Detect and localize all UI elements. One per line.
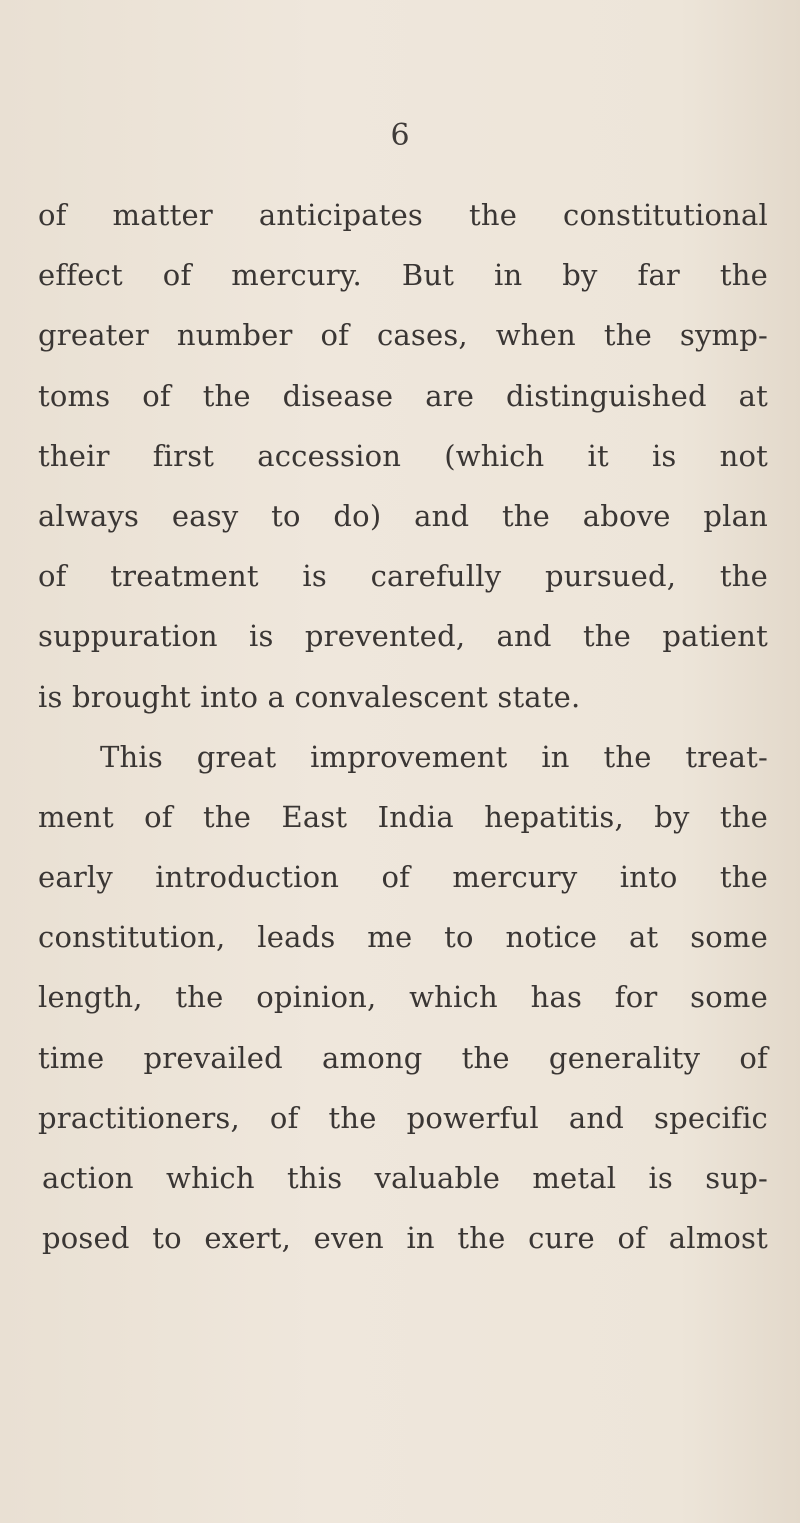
- text-line: ment of the East India hepatitis, by the: [38, 799, 768, 834]
- text-line: their first accession (which it is not: [38, 438, 768, 473]
- text-line: posed to exert, even in the cure of almost: [42, 1221, 768, 1256]
- text-line: suppuration is prevented, and the patient: [38, 619, 768, 654]
- paragraph-end-line: is brought into a convalescent state.: [38, 679, 581, 714]
- text-line: action which this valuable metal is sup-: [42, 1161, 768, 1195]
- text-line: toms of the disease are distinguished at: [38, 378, 768, 413]
- text-line: of matter anticipates the constitutional: [38, 198, 768, 232]
- page-number: 6: [390, 118, 410, 153]
- text-line: practitioners, of the powerful and specific: [38, 1100, 768, 1135]
- text-line: greater number of cases, when the symp-: [38, 318, 768, 353]
- text-line: always easy to do) and the above plan: [38, 498, 768, 533]
- paragraph-start-line: This great improvement in the treat-: [100, 739, 768, 774]
- body-text: [38, 185, 768, 1268]
- text-line: constitution, leads me to notice at some: [38, 920, 768, 955]
- text-line: effect of mercury. But in by far the: [38, 258, 768, 293]
- text-line: early introduction of mercury into the: [38, 860, 768, 895]
- text-line: length, the opinion, which has for some: [38, 980, 768, 1015]
- text-line: of treatment is carefully pursued, the: [38, 559, 768, 594]
- text-line: time prevailed among the generality of: [38, 1040, 768, 1075]
